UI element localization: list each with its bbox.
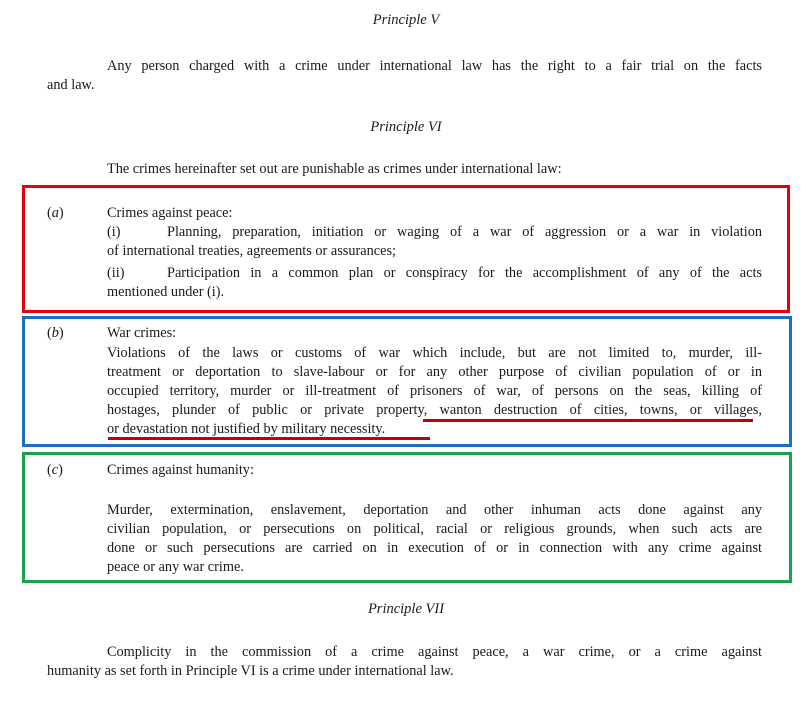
section-a-ii-line1: Participation in a common plan or conspiracy for the accomplishment of any of the acts: [167, 265, 762, 281]
section-c-line4: peace or any war crime.: [107, 559, 244, 575]
section-a-title: Crimes against peace:: [107, 205, 233, 221]
section-a-i-line2: of international treaties, agreements or assurances;: [107, 243, 396, 259]
section-c-title: Crimes against humanity:: [107, 462, 254, 478]
principle-v-text-line2: and law.: [47, 77, 95, 93]
section-a-ii-marker: (ii): [107, 265, 125, 281]
highlight-underline-devastation: [108, 437, 430, 440]
principle-vii-line1: Complicity in the commission of a crime against peace, a war crime, or a crime against: [107, 644, 762, 660]
principle-v-heading: Principle V: [372, 12, 440, 28]
section-b-line2: treatment or deportation to slave-labour or for any other purpose of civilian population of or in: [107, 364, 762, 380]
principle-vii-line2: humanity as set forth in Principle VI is a crime under international law.: [47, 663, 454, 679]
principle-v-text-line1: Any person charged with a crime under international law has the right to a fair trial on the facts: [107, 58, 762, 74]
section-a-ii-line2: mentioned under (i).: [107, 284, 225, 300]
section-b-line1: Violations of the laws or customs of war which include, but are not limited to, murder, ill-: [107, 345, 762, 361]
section-b-line5: or devastation not justified by military necessity.: [107, 421, 386, 437]
section-c-line3: done or such persecutions are carried on in execution of or in connection with any crime against: [107, 540, 762, 556]
principle-vi-heading: Principle VI: [370, 119, 442, 135]
section-b-title: War crimes:: [107, 325, 177, 341]
section-a-i-marker: (i): [107, 224, 121, 240]
principle-vii-heading: Principle VII: [367, 601, 445, 617]
highlight-underline-wanton-destruction: [423, 419, 753, 422]
section-b-line4: hostages, plunder of public or private property, wanton destruction of cities, towns, or villages,: [107, 402, 762, 418]
section-b-label: (b): [47, 325, 64, 341]
section-b-line3: occupied territory, murder or ill-treatment of prisoners of war, of persons on the seas, killing of: [107, 383, 762, 399]
section-c-line2: civilian population, or persecutions on political, racial or religious grounds, when such acts are: [107, 521, 762, 537]
section-c-line1: Murder, extermination, enslavement, deportation and other inhuman acts done against any: [107, 502, 762, 518]
section-c-label: (c): [47, 462, 63, 478]
section-a-label: (a): [47, 205, 64, 221]
principle-vi-intro: The crimes hereinafter set out are punishable as crimes under international law:: [107, 161, 562, 177]
section-a-i-line1: Planning, preparation, initiation or waging of a war of aggression or a war in violation: [167, 224, 762, 240]
